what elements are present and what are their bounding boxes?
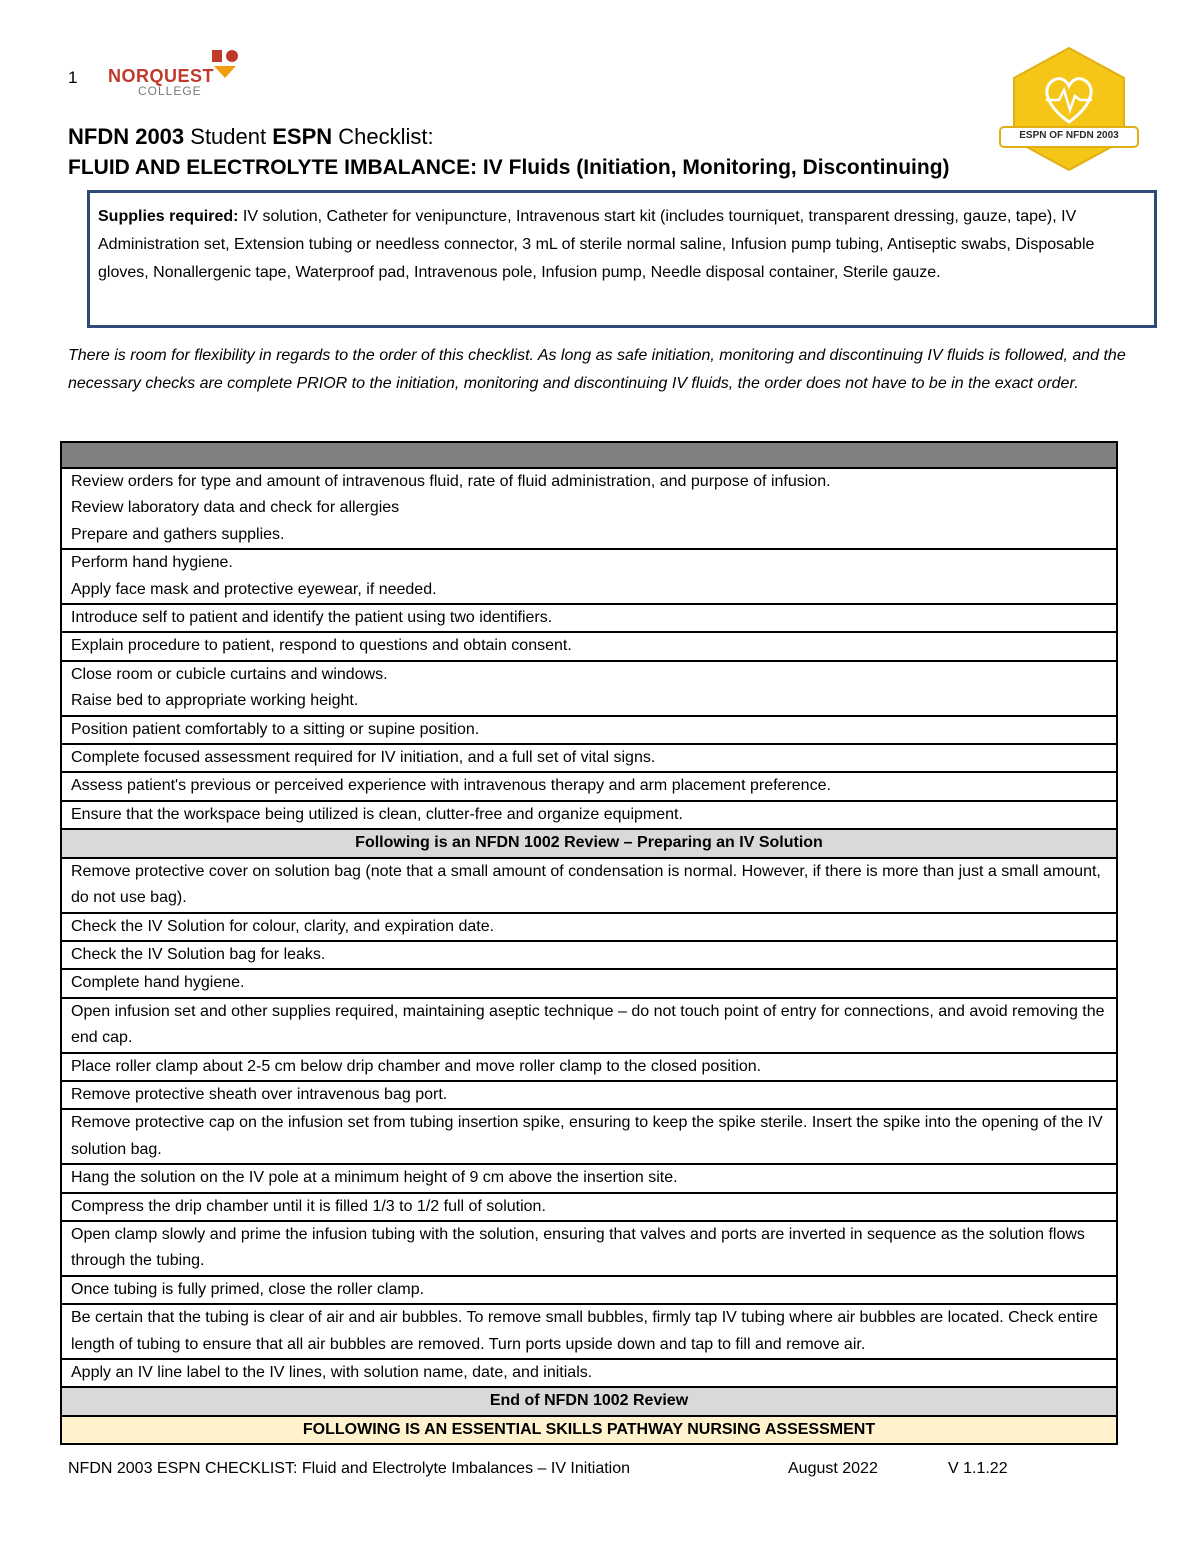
checklist-row bbox=[61, 1276, 1117, 1304]
supplies-box bbox=[87, 190, 1157, 328]
checklist-step: Open infusion set and other supplies required, maintaining aseptic technique – do not touch point of entry for connections, and avoid removing the end cap. bbox=[71, 1002, 1105, 1047]
checklist-cell bbox=[61, 1276, 1117, 1304]
checklist-row bbox=[61, 1053, 1117, 1081]
checklist-cell bbox=[61, 998, 1117, 1053]
checklist-cell bbox=[61, 969, 1117, 997]
checklist-step: Place roller clamp about 2-5 cm below drip chamber and move roller clamp to the closed position. bbox=[71, 1057, 762, 1075]
checklist-step: Complete hand hygiene. bbox=[71, 974, 245, 992]
checklist-row bbox=[61, 744, 1117, 772]
checklist-cell bbox=[61, 772, 1117, 800]
checklist-cell bbox=[61, 1053, 1117, 1081]
checklist-step: Position patient comfortably to a sitting or supine position. bbox=[71, 720, 480, 738]
checklist-step: Remove protective sheath over intravenous bag port. bbox=[71, 1085, 448, 1103]
checklist-row bbox=[61, 998, 1117, 1053]
supplies-label: Supplies required: bbox=[98, 208, 239, 225]
checklist-cell bbox=[61, 661, 1117, 716]
section-header-row bbox=[61, 1387, 1117, 1415]
checklist-step: Compress the drip chamber until it is filled 1/3 to 1/2 full of solution. bbox=[71, 1197, 546, 1215]
checklist-step: Introduce self to patient and identify the patient using two identifiers. bbox=[71, 609, 553, 627]
logo-mark-icon bbox=[210, 48, 240, 80]
section-header-text: Following is an NFDN 1002 Review – Preparing an IV Solution bbox=[61, 829, 1117, 857]
footer-version: V 1.1.22 bbox=[948, 1460, 1008, 1477]
flexibility-note: There is room for flexibility in regards to the order of this checklist. As long as safe initiation, monitoring and discontinuing IV fluids is followed, and the necessary checks are complete PRIOR to the initiation, monitoring and discontinuing IV fluids, the order does not have to be in the exact order. bbox=[68, 347, 1126, 392]
checklist-cell bbox=[61, 1193, 1117, 1221]
logo-name: NORQUEST bbox=[108, 66, 215, 86]
checklist-step: Perform hand hygiene. bbox=[71, 554, 233, 572]
checklist-step: Hang the solution on the IV pole at a minimum height of 9 cm above the insertion site. bbox=[71, 1169, 678, 1187]
checklist-row bbox=[61, 913, 1117, 941]
checklist-row bbox=[61, 468, 1117, 549]
logo-sub: COLLEGE bbox=[138, 84, 202, 98]
checklist-row bbox=[61, 1221, 1117, 1276]
checklist-row bbox=[61, 1193, 1117, 1221]
checklist-row bbox=[61, 632, 1117, 660]
checklist-row bbox=[61, 801, 1117, 829]
checklist-cell bbox=[61, 801, 1117, 829]
checklist-row bbox=[61, 549, 1117, 604]
checklist-cell bbox=[61, 941, 1117, 969]
checklist-row bbox=[61, 1164, 1117, 1192]
checklist-step: Complete focused assessment required for IV initiation, and a full set of vital signs. bbox=[71, 749, 656, 767]
checklist-step: Remove protective cover on solution bag (note that a small amount of condensation is normal. However, if there is more than just a small amount, do not use bag). bbox=[71, 862, 1101, 907]
checklist-step: Remove protective cap on the infusion set from tubing insertion spike, ensuring to keep the spike sterile. Insert the spike into the opening of the IV solution bag. bbox=[71, 1114, 1103, 1158]
checklist-step: Apply an IV line label to the IV lines, with solution name, date, and initials. bbox=[71, 1364, 593, 1381]
checklist-step: Review laboratory data and check for allergies bbox=[71, 499, 400, 517]
checklist-step: Assess patient's previous or perceived experience with intravenous therapy and arm placement preference. bbox=[71, 777, 831, 795]
checklist-cell bbox=[61, 1304, 1117, 1359]
checklist-cell bbox=[61, 632, 1117, 660]
checklist-row bbox=[61, 1359, 1117, 1387]
section-header-text: FOLLOWING IS AN ESSENTIAL SKILLS PATHWAY NURSING ASSESSMENT bbox=[61, 1416, 1117, 1444]
checklist-row bbox=[61, 1109, 1117, 1164]
checklist-row bbox=[61, 661, 1117, 716]
checklist-step: Apply face mask and protective eyewear, if needed. bbox=[71, 580, 437, 598]
checklist-cell bbox=[61, 1081, 1117, 1109]
checklist-row bbox=[61, 1304, 1117, 1359]
badge-text: ESPN OF NFDN 2003 bbox=[1019, 130, 1119, 141]
footer-date: August 2022 bbox=[788, 1460, 878, 1477]
section-header-text: End of NFDN 1002 Review bbox=[61, 1387, 1117, 1415]
checklist-step: Be certain that the tubing is clear of air and air bubbles. To remove small bubbles, firmly tap IV tubing where air bubbles are located. Check entire length of tubing to ensure that all air bubbles are removed. Turn ports upside down and tap to fill and remove air. bbox=[71, 1309, 1098, 1353]
checklist-row bbox=[61, 941, 1117, 969]
checklist-row bbox=[61, 969, 1117, 997]
norquest-logo bbox=[108, 44, 258, 104]
document-title-line1: NFDN 2003 Student ESPN Checklist: bbox=[68, 124, 434, 149]
checklist-step: Explain procedure to patient, respond to questions and obtain consent. bbox=[71, 637, 572, 655]
table-header-bar bbox=[61, 442, 1117, 468]
section-header-row bbox=[61, 1416, 1117, 1444]
checklist-step: Once tubing is fully primed, close the roller clamp. bbox=[71, 1280, 425, 1298]
page-footer bbox=[68, 1460, 1008, 1478]
checklist-cell bbox=[61, 468, 1117, 549]
checklist-step: Review orders for type and amount of intravenous fluid, rate of fluid administration, and purpose of infusion. bbox=[71, 473, 831, 490]
checklist-cell bbox=[61, 1164, 1117, 1192]
checklist-row bbox=[61, 772, 1117, 800]
checklist-cell bbox=[61, 913, 1117, 941]
checklist-step: Prepare and gathers supplies. bbox=[71, 525, 285, 543]
checklist-cell bbox=[61, 549, 1117, 604]
checklist-table bbox=[60, 441, 1118, 1445]
checklist-cell bbox=[61, 716, 1117, 744]
checklist-step: Check the IV Solution bag for leaks. bbox=[71, 945, 326, 963]
footer-doc-title: NFDN 2003 ESPN CHECKLIST: Fluid and Electrolyte Imbalances – IV Initiation bbox=[68, 1460, 631, 1477]
checklist-row bbox=[61, 858, 1117, 913]
checklist-step: Ensure that the workspace being utilized is clean, clutter-free and organize equipment. bbox=[71, 805, 683, 823]
page-number: 1 bbox=[68, 68, 78, 87]
checklist-step: Raise bed to appropriate working height. bbox=[71, 692, 359, 710]
espn-badge-icon bbox=[1004, 44, 1134, 174]
checklist-step: Close room or cubicle curtains and windows. bbox=[71, 665, 388, 683]
checklist-row bbox=[61, 604, 1117, 632]
checklist-cell bbox=[61, 744, 1117, 772]
supplies-text: IV solution, Catheter for venipuncture, Intravenous start kit (includes tourniquet, transparent dressing, gauze, tape), IV Administration set, Extension tubing or needless connector, 3 mL of sterile normal saline, Infusion pump tubing, Antiseptic swabs, Disposable gloves, Nonallergenic tape, Waterproof pad, Intravenous pole, Infusion pump, Needle disposal container, Sterile gauze. bbox=[98, 208, 1095, 281]
section-header-row bbox=[61, 829, 1117, 857]
checklist-step: Check the IV Solution for colour, clarity, and expiration date. bbox=[71, 917, 495, 935]
checklist-cell bbox=[61, 1109, 1117, 1164]
checklist-cell bbox=[61, 1359, 1117, 1387]
document-title-line2: FLUID AND ELECTROLYTE IMBALANCE: IV Fluids (Initiation, Monitoring, Discontinuing) bbox=[68, 156, 950, 179]
checklist-cell bbox=[61, 1221, 1117, 1276]
checklist-cell bbox=[61, 604, 1117, 632]
checklist-row bbox=[61, 716, 1117, 744]
checklist-row bbox=[61, 1081, 1117, 1109]
checklist-step: Open clamp slowly and prime the infusion tubing with the solution, ensuring that valves and ports are inverted in sequence as the solution flows through the tubing. bbox=[71, 1225, 1085, 1270]
checklist-cell bbox=[61, 858, 1117, 913]
